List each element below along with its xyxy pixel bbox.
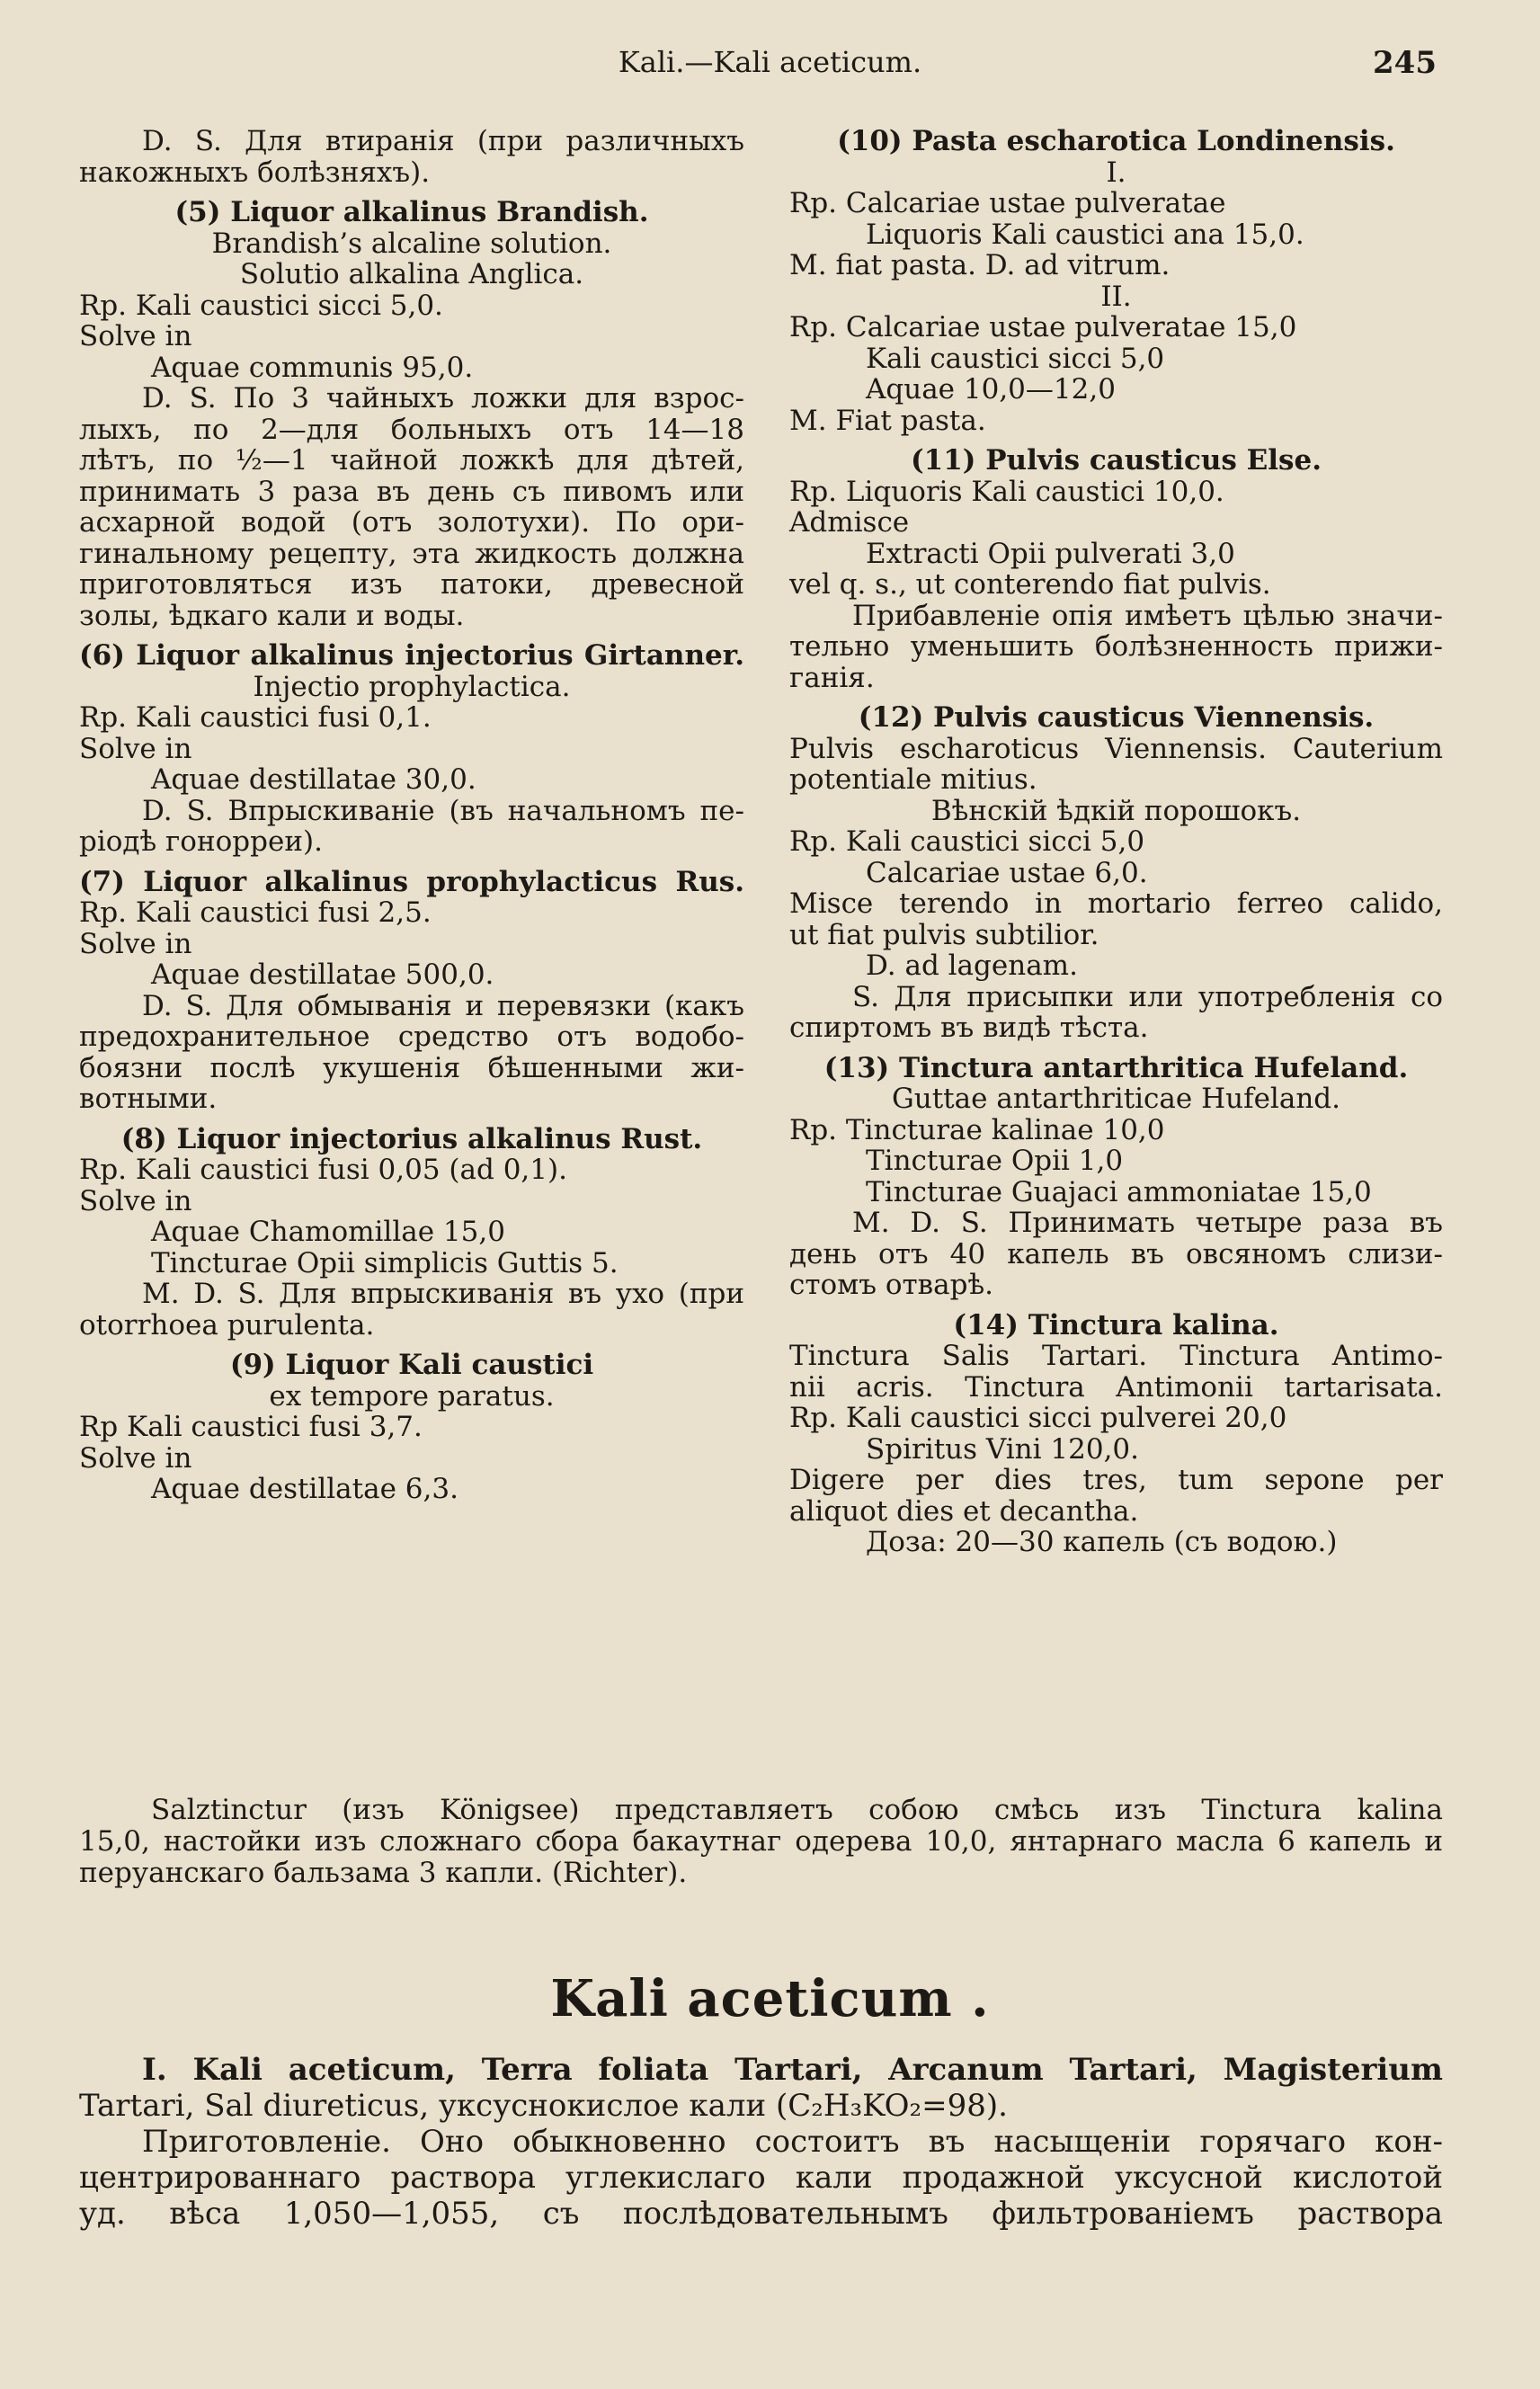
paragraph-gap (789, 1044, 1443, 1053)
text-line: гинальному рецепту, эта жидкость должна (79, 537, 744, 570)
text-line: Liquoris Kali caustici ana 15,0. (866, 218, 1304, 251)
text-line: Rp. Tincturae kalinae 10,0 (789, 1113, 1165, 1146)
text-line: Aquae destillatae 500,0. (151, 958, 494, 991)
text-line: Прибавленіе опія имѣетъ цѣлью значи- (852, 599, 1443, 632)
text-line: Pulvis escharoticus Viennensis. Cauterium (789, 732, 1443, 765)
recipe-heading: (11) Pulvis causticus Else. (910, 444, 1322, 477)
text-line: Spiritus Vini 120,0. (866, 1432, 1140, 1466)
text-line: золы, ѣдкаго кали и воды. (79, 599, 465, 632)
text-line: Доза: 20—30 капель (съ водою.) (866, 1526, 1338, 1558)
text-line: D. S. Для обмыванія и перевязки (какъ (142, 989, 744, 1022)
recipe-heading: (7) Liquor alkalinus prophylacticus Rus. (79, 865, 744, 898)
text-line: Rp. Calcariae ustae pulveratae (789, 187, 1226, 219)
section-line: уд. вѣса 1,050—1,055, съ послѣдовательнымъ фильтрованіемъ раствора (79, 2196, 1443, 2232)
left-column (79, 126, 744, 1505)
text-line: лѣтъ, по ½—1 чайной ложкѣ для дѣтей, (79, 444, 744, 477)
section-line: Tartari, Sal diureticus, уксуснокислое кали (C₂H₃KO₂=98). (79, 2088, 1008, 2124)
text-line: Rp. Kali caustici sicci 5,0. (79, 289, 443, 322)
text-line: M. D. S. Для впрыскиванія въ ухо (при (142, 1278, 744, 1310)
text-line: M. Fiat pasta. (789, 404, 986, 437)
text-line: vel q. s., ut conterendo fiat pulvis. (789, 568, 1271, 601)
text-line: Aquae destillatae 6,3. (151, 1473, 458, 1505)
page-header (0, 45, 1540, 90)
footnote-line: 15,0, настойки изъ сложнаго сбора бакаутнаг одерева 10,0, янтарнаго масла 6 капель и (79, 1825, 1443, 1858)
text-line: S. Для присыпки или употребленія со (852, 980, 1443, 1013)
text-line: D. S. Впрыскиваніе (въ начальномъ пе- (142, 794, 744, 827)
text-line: Aquae 10,0—12,0 (866, 373, 1116, 406)
text-line: ганія. (789, 661, 875, 694)
section-line: центрированнаго раствора углекислаго кали продажной уксусной кислотой (79, 2160, 1443, 2196)
recipe-heading: (10) Pasta escharotica Londinensis. (837, 125, 1395, 157)
text-line: ex tempore paratus. (269, 1379, 555, 1413)
text-line: Rp. Calcariae ustae pulveratae 15,0 (789, 311, 1297, 343)
text-line: Rp. Liquoris Kali caustici 10,0. (789, 475, 1224, 508)
text-line: M. D. S. Принимать четыре раза въ (852, 1207, 1443, 1239)
text-line: Solve in (79, 320, 192, 352)
footnote-line: Salztinctur (изъ Königsee) представляетъ собою смѣсь изъ Tinctura kalina (151, 1794, 1443, 1826)
text-line: вотными. (79, 1083, 218, 1115)
text-line: Solutio alkalina Anglica. (239, 258, 584, 290)
page-number: 245 (1373, 45, 1437, 81)
text-line: Extracti Opii pulverati 3,0 (866, 537, 1235, 570)
right-column (789, 126, 1443, 1558)
text-line: Solve in (79, 927, 192, 960)
text-line: лыхъ, по 2—для больныхъ отъ 14—18 (79, 413, 744, 446)
recipe-heading: (12) Pulvis causticus Viennensis. (858, 701, 1375, 734)
footnote (79, 1795, 1443, 1889)
text-line: nii acris. Tinctura Antimonii tartarisata. (789, 1370, 1443, 1404)
text-line: Tinctura Salis Tartari. Tinctura Antimo- (789, 1340, 1443, 1372)
text-line: тельно уменьшить болѣзненность прижи- (789, 630, 1443, 663)
text-line: принимать 3 раза въ день съ пивомъ или (79, 475, 744, 508)
text-line: Rp. Kali caustici fusi 0,1. (79, 701, 432, 734)
recipe-heading: (9) Liquor Kali caustici (229, 1349, 594, 1381)
running-title: Kali.—Kali aceticum. (618, 45, 922, 79)
text-line: приготовляться изъ патоки, древесной (79, 568, 744, 601)
paragraph-gap (79, 858, 744, 867)
text-line: Solve in (79, 732, 192, 765)
section-line: Приготовленіе. Оно обыкновенно состоитъ въ насыщеніи горячаго кон- (142, 2124, 1443, 2160)
section-line: I. Kali aceticum, Terra foliata Tartari, Arcanum Tartari, Magisterium (142, 2052, 1443, 2088)
text-line: D. ad lagenam. (866, 949, 1078, 982)
paragraph-gap (789, 1301, 1443, 1310)
text-line: Injectio prophylactica. (253, 670, 571, 703)
text-line: ріодѣ гонорреи). (79, 825, 323, 858)
text-line: Rp. Kali caustici fusi 2,5. (79, 896, 432, 929)
text-line: Brandish’s alcaline solution. (211, 227, 612, 260)
text-line: боязни послѣ укушенія бѣшенными жи- (79, 1051, 744, 1084)
text-line: спиртомъ въ видѣ тѣста. (789, 1012, 1149, 1044)
recipe-heading: (6) Liquor alkalinus injectorius Girtanner. (79, 639, 744, 672)
text-line: M. fiat pasta. D. ad vitrum. (789, 249, 1171, 281)
text-line: стомъ отварѣ. (789, 1269, 994, 1301)
text-line: Digere per dies tres, tum sepone per (789, 1464, 1443, 1496)
text-line: Aquae destillatae 30,0. (151, 763, 476, 796)
text-line: D. S. Для втиранія (при различныхъ (142, 125, 744, 157)
text-line: накожныхъ болѣзняхъ). (79, 156, 431, 189)
text-line: D. S. По 3 чайныхъ ложки для взрос- (142, 382, 744, 415)
text-line: II. (1100, 280, 1132, 313)
recipe-heading: (8) Liquor injectorius alkalinus Rust. (120, 1122, 703, 1155)
text-line: день отъ 40 капель въ овсяномъ слизи- (789, 1237, 1443, 1270)
text-line: Rp. Kali caustici fusi 0,05 (ad 0,1). (79, 1154, 567, 1186)
text-line: Misce terendo in mortario ferreo calido, (789, 887, 1443, 920)
text-line: Aquae Chamomillae 15,0 (151, 1216, 505, 1248)
text-line: Aquae communis 95,0. (151, 351, 474, 384)
text-line: Rp. Kali caustici sicci pulverei 20,0 (789, 1402, 1287, 1434)
text-line: potentiale mitius. (789, 763, 1037, 796)
section-body (79, 2052, 1443, 2232)
text-line: асхарной водой (отъ золотухи). По ори- (79, 506, 744, 539)
text-line: предохранительное средство отъ водобо- (79, 1021, 744, 1053)
text-line: Вѣнскій ѣдкій порошокъ. (930, 794, 1302, 827)
paragraph-gap (79, 1115, 744, 1124)
text-line: Rp Kali caustici fusi 3,7. (79, 1411, 423, 1443)
text-line: ut fiat pulvis subtilior. (789, 918, 1099, 951)
text-line: Tincturae Opii simplicis Guttis 5. (151, 1246, 619, 1279)
text-line: Tincturae Opii 1,0 (866, 1145, 1124, 1177)
footnote-line: перуанскаго бальзама 3 капли. (Richter). (79, 1857, 688, 1889)
text-line: otorrhoea purulenta. (79, 1308, 375, 1342)
recipe-heading: (5) Liquor alkalinus Brandish. (174, 196, 649, 228)
text-line: Solve in (79, 1441, 192, 1475)
text-line: Kali caustici sicci 5,0 (866, 342, 1165, 375)
text-line: I. (1106, 156, 1126, 189)
text-line: Tincturae Guajaci ammoniatae 15,0 (866, 1175, 1372, 1208)
section-title: Kali aceticum . (550, 1969, 990, 2028)
text-line: Calcariae ustae 6,0. (866, 856, 1148, 889)
text-line: Admisce (789, 506, 910, 539)
text-line: Rp. Kali caustici sicci 5,0 (789, 825, 1145, 858)
text-line: Guttae antarthriticae Hufeland. (892, 1083, 1340, 1115)
recipe-heading: (14) Tinctura kalina. (953, 1308, 1279, 1342)
recipe-heading: (13) Tinctura antarthritica Hufeland. (823, 1051, 1409, 1084)
text-line: aliquot dies et decantha. (789, 1494, 1139, 1528)
text-line: Solve in (79, 1184, 192, 1217)
